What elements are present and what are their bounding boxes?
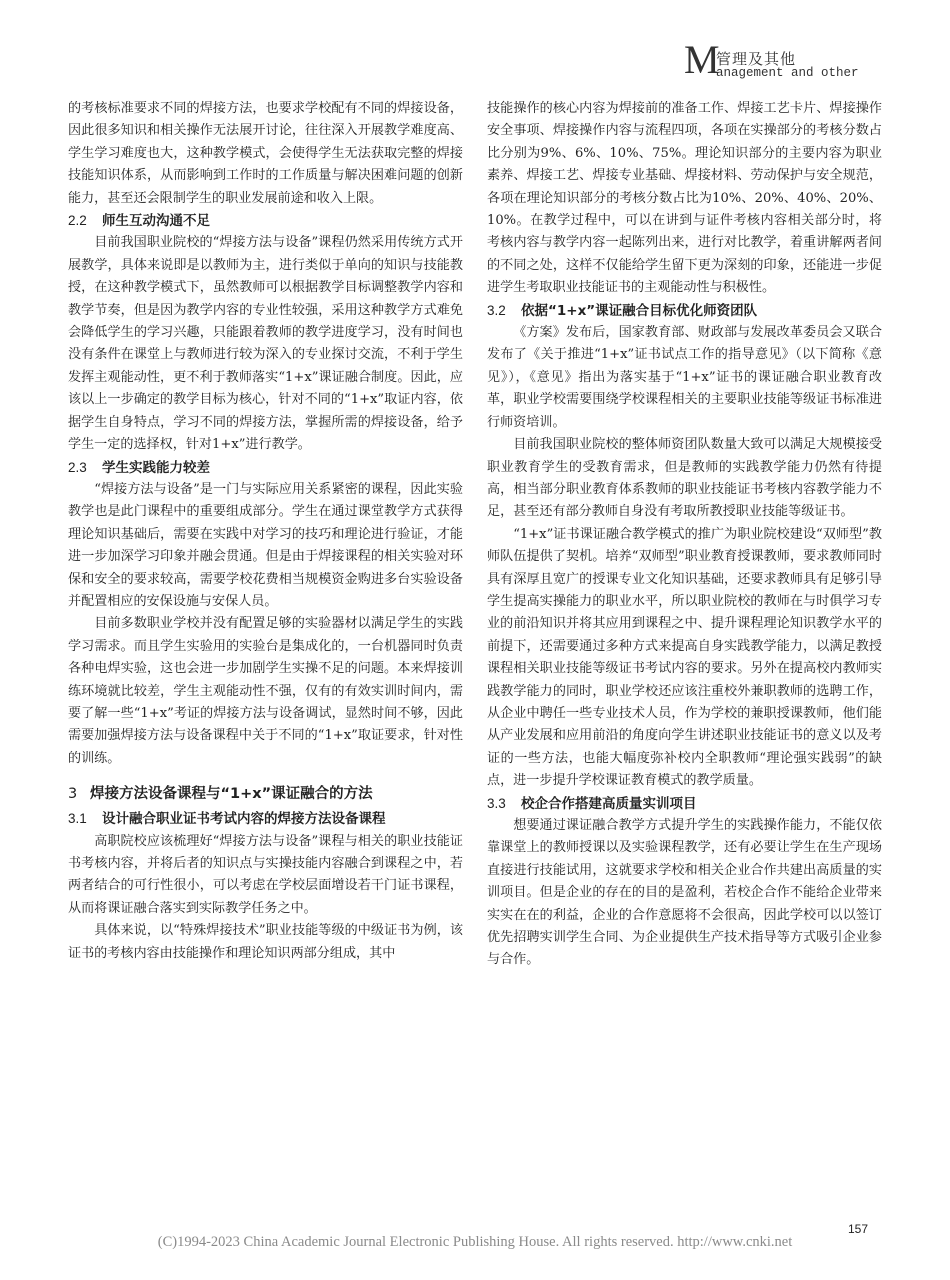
heading-number: 2.2 xyxy=(68,213,87,229)
paragraph: 的考核标准要求不同的焊接方法，也要求学校配有不同的焊接设备，因此很多知识和相关操作无法展开讨论，往往深入开展教学难度高、学生学习难度也大，这种教学模式，会使得学生无法获取完整的焊接技能知识体系，从而影响到工作时的工作质量与解决困难问题的创新能力，甚至还会限制学生的职业发展前途和收入上限。 xyxy=(68,101,463,206)
heading-text: 师生互动沟通不足 xyxy=(102,213,210,230)
header-chinese-title: 管理及其他 xyxy=(716,50,797,68)
heading-number: 3.2 xyxy=(487,302,506,318)
subsection-heading xyxy=(487,300,882,322)
section-heading xyxy=(68,782,463,806)
heading-text: 设计融合职业证书考试内容的焊接方法设备课程 xyxy=(102,811,386,828)
subsection-heading xyxy=(68,808,463,830)
subsection-heading xyxy=(68,210,463,232)
header-english-title: anagement and other xyxy=(716,66,859,80)
right-column xyxy=(487,98,882,972)
paragraph: 目前我国职业院校的“焊接方法与设备”课程仍然采用传统方式开展教学，具体来说即是以教师为主，进行类似于单向的知识与技能教授，在这种教学模式下，虽然教师可以根据教学目标调整教学内容和教学节奏，但是因为教学内容的专业性较强，采用这种教学方式难免会降低学生的学习兴趣，只能跟着教师的教学进度学习，没有时间也没有条件在课堂上与教师进行较为深入的专业探讨交流，不利于学生发挥主观能动性，更不利于教师落实“1+x”课证融合制度。因此，应该以上一步确定的教学目标为核心，针对不同的“1+x”取证内容，依据学生自身特点，学习不同的焊接方法，掌握所需的焊接设备，给予学生一定的选择权，针对1+x”进行教学。 xyxy=(68,235,463,453)
left-column xyxy=(68,98,463,965)
heading-number: 3 xyxy=(68,786,78,803)
paragraph: 技能操作的核心内容为焊接前的准备工作、焊接工艺卡片、焊接操作安全事项、焊接操作内容与流程四项，各项在实操部分的考核分数占比分别为9%、6%、10%、75%。理论知识部分的主要内容为职业素养、焊接工艺、焊接专业基础、焊接材料、劳动保护与安全规范，各项在理论知识部分的考核分数占比为10%、20%、40%、20%、10%。在教学过程中，可以在讲到与证件考核内容相关部分时，将考核内容与教学内容一起陈列出来，进行对比教学，着重讲解两者间的不同之处，这样不仅能给学生留下更为深刻的印象，还能进一步促进学生考取职业技能证书的主观能动性与积极性。 xyxy=(487,101,882,296)
heading-number: 2.3 xyxy=(68,459,87,475)
paragraph: 想要通过课证融合教学方式提升学生的实践操作能力，不能仅依靠课堂上的教师授课以及实验课程教学，还有必要让学生在生产现场直接进行技能试用，这就要求学校和相关企业合作共建出高质量的实训项目。但是企业的存在的目的是盈利，若校企合作不能给企业带来实实在在的利益，企业的合作意愿将不会很高，因此学校可以以签订优先招聘实训学生合同、为企业提供生产技术指导等方式吸引企业参与合作。 xyxy=(487,818,882,968)
copyright-footer: (C)1994-2023 China Academic Journal Electronic Publishing House. All rights reserved. http://www.cnki.net xyxy=(157,1234,793,1250)
heading-text: 依据“1+x”课证融合目标优化师资团队 xyxy=(521,302,758,319)
page-number: 157 xyxy=(848,1222,869,1236)
paragraph: 《方案》发布后，国家教育部、财政部与发展改革委员会又联合发布了《关于推进“1+x”证书试点工作的指导意见》（以下简称《意见》），《意见》指出为落实基于“1+x”证书的课证融合职业教育改革，职业学校需要围绕学校课程相关的主要职业技能等级证书标准进行师资培训。 xyxy=(487,325,882,430)
paragraph: “1+x”证书课证融合教学模式的推广为职业院校建设“双师型”教师队伍提供了契机。培养“双师型”职业教育授课教师，要求教师同时具有深厚且宽广的授课专业文化知识基础，还要求教师具有足够引导学生提高实操能力的职业水平，所以职业院校的教师在与时俱学习专业的前沿知识并将其应用到课程之中、提升课程理论知识教学水平的前提下，还需要通过多种方式来提高自身实践教学能力，以满足教授课程相关职业技能等级证书考试内容的要求。另外在提高校内教师实践教学能力的同时，职业学校还应该注重校外兼职教师的选聘工作，从企业中聘任一些专业技术人员，作为学校的兼职授课教师，他们能从产业发展和应用前沿的角度向学生讲述职业技能证书的意义以及考证的一些方法，也能大幅度弥补校内全职教师“理论强实践弱”的缺点，进一步提升学校课证教育模式的教学质量。 xyxy=(487,526,882,789)
paragraph: “焊接方法与设备”是一门与实际应用关系紧密的课程，因此实验教学也是此门课程中的重要组成部分。学生在通过课堂教学方式获得理论知识基础后，需要在实践中对学习的技巧和理论进行验证，才能进一步加深学习印象并融会贯通。但是由于焊接课程的相关实验对环保和安全的要求较高，需要学校花费相当规模资金购进多台实验设备并配置相应的安保设施与安保人员。 xyxy=(68,481,463,609)
subsection-heading xyxy=(68,457,463,479)
running-header xyxy=(684,37,864,84)
paragraph: 目前多数职业学校并没有配置足够的实验器材以满足学生的实践学习需求。而且学生实验用的实验台是集成化的，一台机器同时负责各种电焊实验，这也会进一步加剧学生实操不足的问题。本来焊接训练环境就比较差，学生主观能动性不强，仅有的有效实训时间内，需要了解一些“1+x”考证的焊接方法与设备调试，显然时间不够，因此需要加强焊接方法与设备课程中关于不同的“1+x”取证要求，针对性的训练。 xyxy=(68,616,463,766)
paragraph: 高职院校应该梳理好“焊接方法与设备”课程与相关的职业技能证书考核内容，并将后者的知识点与实操技能内容融合到课程之中，若两者结合的可行性很小，可以考虑在学校层面增设若干门证书课程，从而将课证融合落实到实际教学任务之中。 xyxy=(68,833,463,916)
paragraph: 目前我国职业院校的整体师资团队数量大致可以满足大规模接受职业教育学生的受教育需求，但是教师的实践教学能力仍然有待提高，相当部分职业教育体系教师的职业技能证书考核内容教学能力不足，甚至还有部分教师自身没有考取所教授职业技能等级证书。 xyxy=(487,437,882,520)
heading-number: 3.3 xyxy=(487,795,506,811)
heading-text: 焊接方法设备课程与“1+x”课证融合的方法 xyxy=(90,786,373,803)
heading-number: 3.1 xyxy=(68,811,87,827)
heading-text: 学生实践能力较差 xyxy=(102,459,210,476)
heading-text: 校企合作搭建高质量实训项目 xyxy=(521,795,697,812)
subsection-heading xyxy=(487,793,882,815)
header-initial-letter: M xyxy=(684,37,720,82)
paragraph: 具体来说，以“特殊焊接技术”职业技能等级的中级证书为例，该证书的考核内容由技能操作和理论知识两部分组成，其中 xyxy=(68,923,463,961)
